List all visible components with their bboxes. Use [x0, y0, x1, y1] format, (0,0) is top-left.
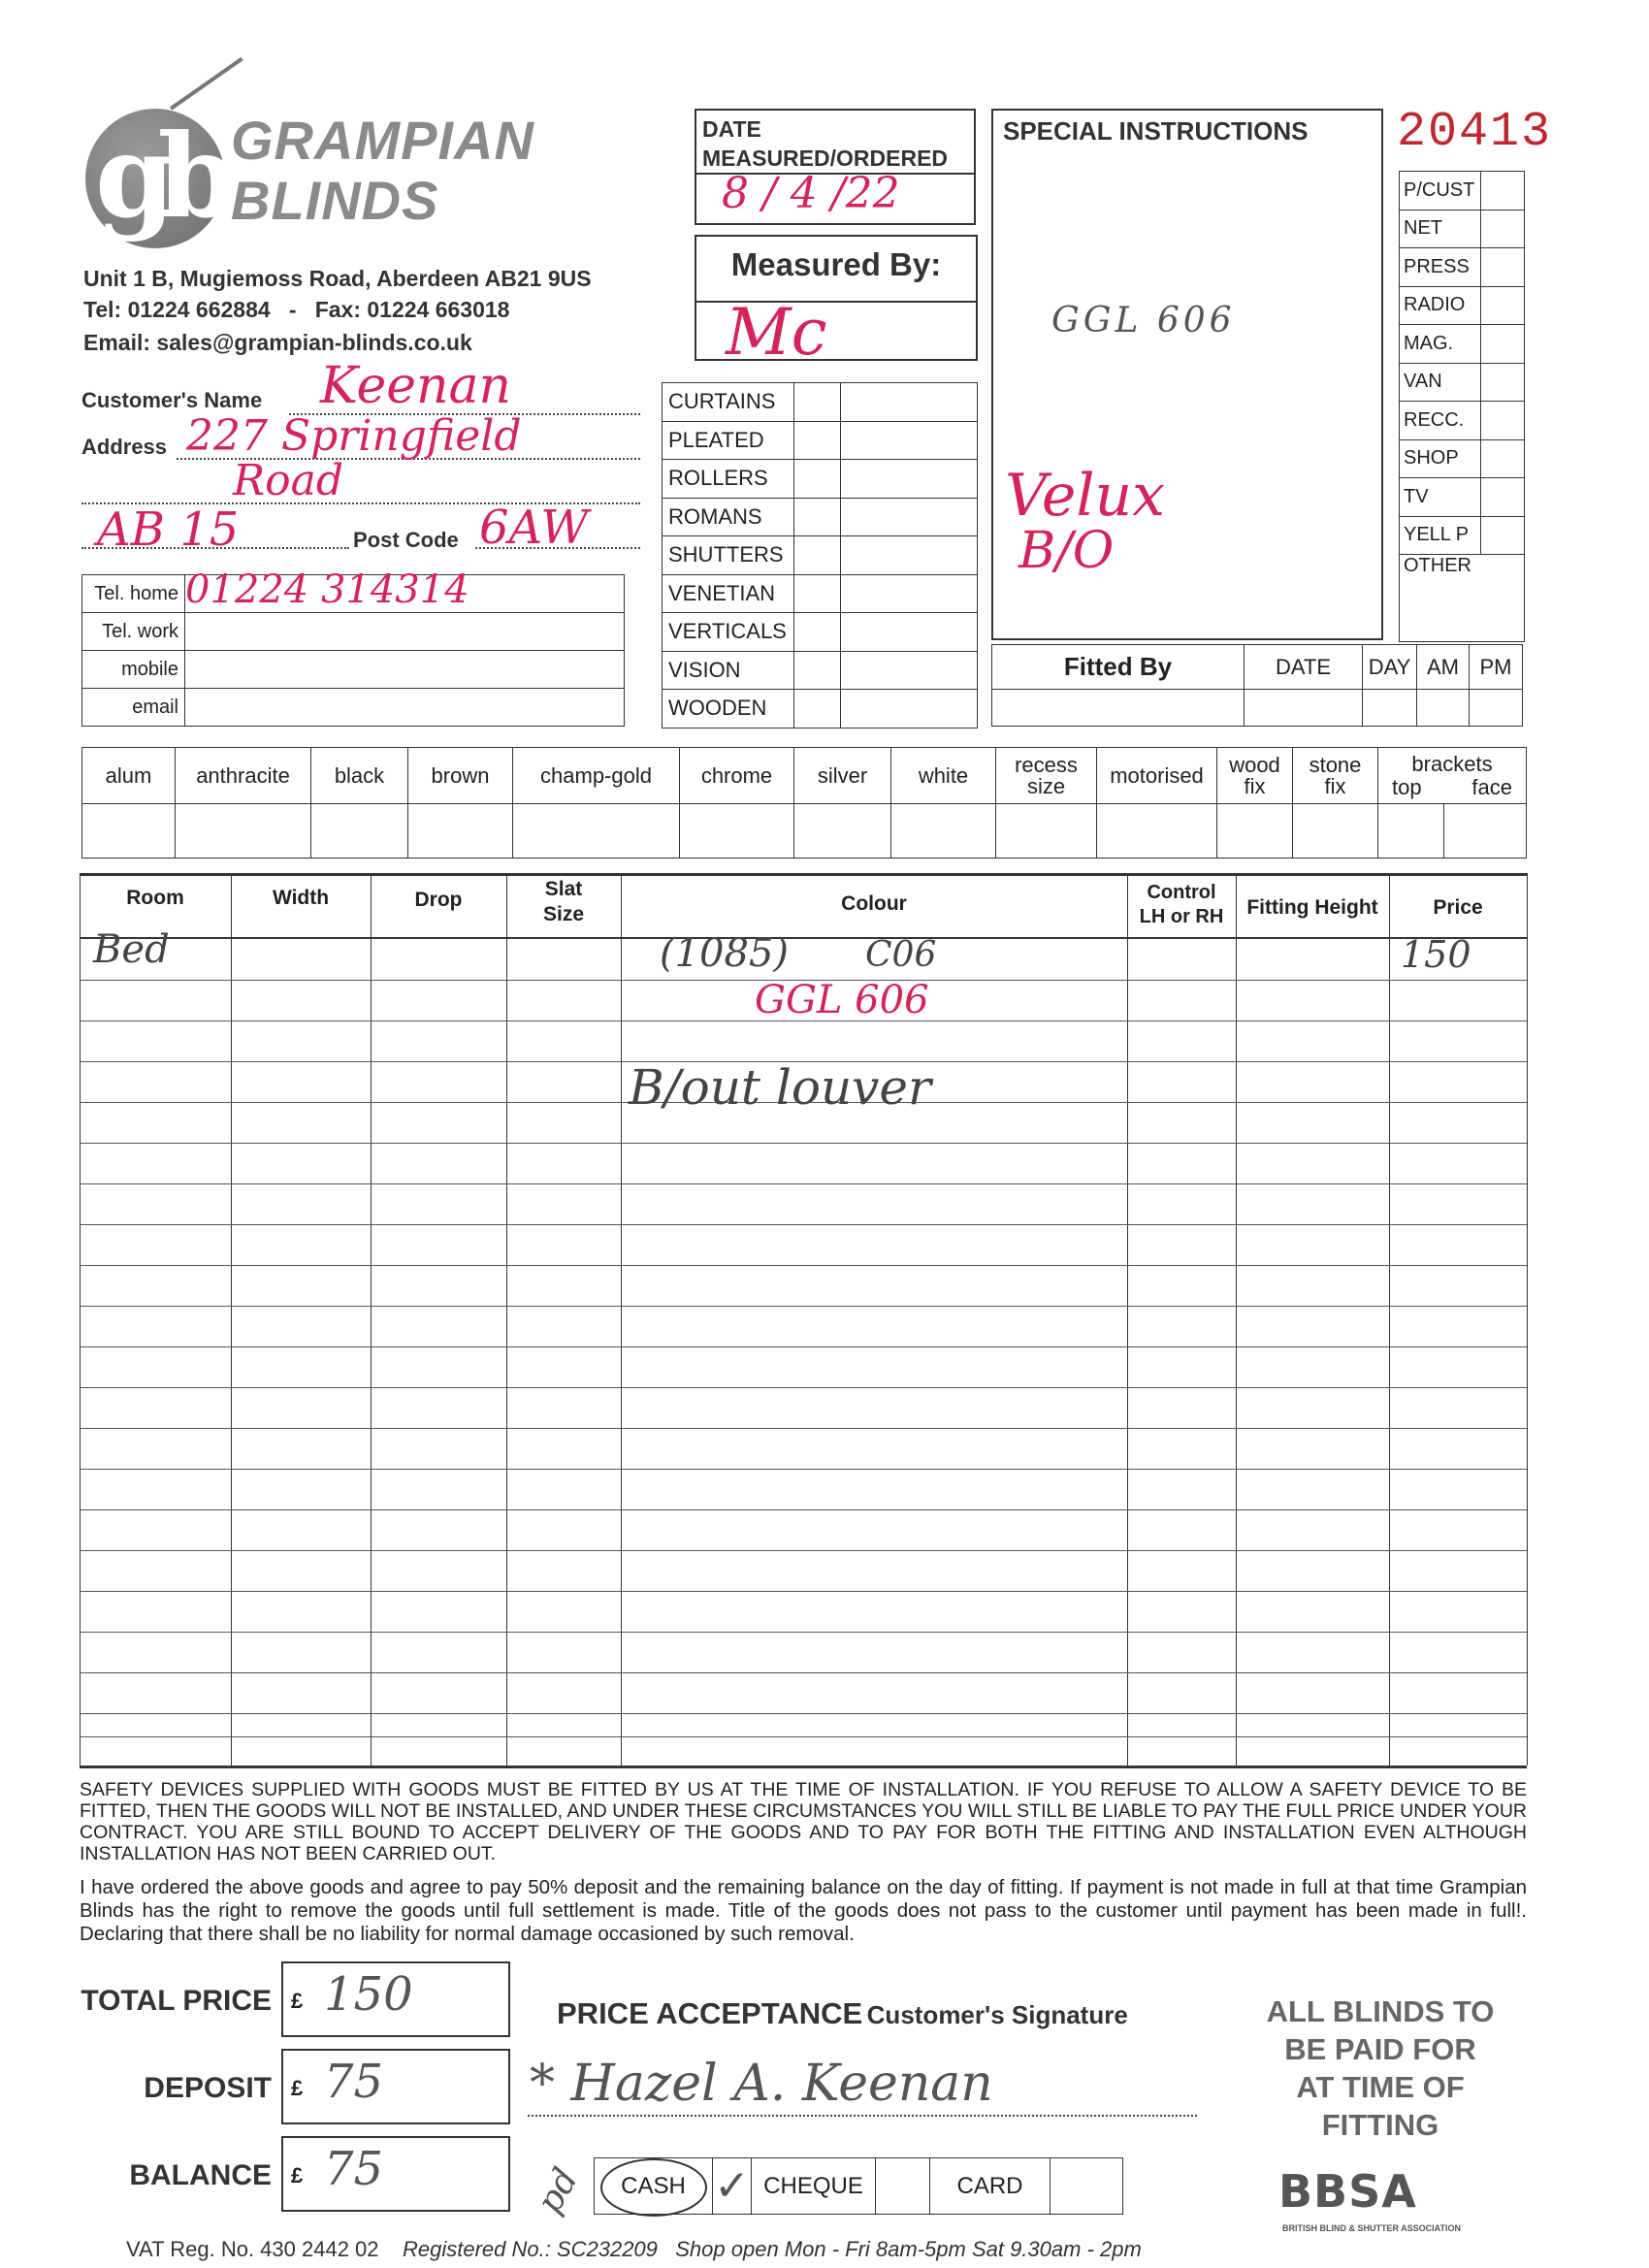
customer-name-label: Customer's Name [81, 388, 263, 412]
balance-value: 75 [324, 2142, 384, 2196]
source-row [1400, 248, 1525, 287]
source-check[interactable] [1481, 402, 1525, 440]
option-motorised: motorised [1097, 748, 1217, 804]
source-label: P/CUST [1400, 172, 1481, 211]
row-line [80, 1591, 1527, 1592]
footer-registered: Registered No.: SC232209 [402, 2237, 658, 2261]
date-box [695, 109, 976, 225]
row-line [80, 1224, 1527, 1225]
option-brackets-label: brackets [1411, 751, 1493, 776]
payment-card[interactable]: CARD [930, 2158, 1051, 2215]
option-value-cell[interactable] [1217, 804, 1293, 859]
postcode-value[interactable]: 6AW [479, 501, 589, 555]
row3-colour[interactable]: B/out louver [629, 1059, 931, 1116]
bbsa-caption: BRITISH BLIND & SHUTTER ASSOCIATION [1282, 2223, 1461, 2233]
phone-row [82, 575, 625, 613]
address-value-line3[interactable]: AB 15 [97, 502, 240, 557]
header-width: Width [272, 887, 330, 909]
blind-type-qty[interactable] [841, 498, 978, 536]
source-row [1400, 363, 1525, 402]
payment-cash[interactable] [595, 2158, 713, 2215]
option-value-cell[interactable] [408, 804, 513, 859]
fitted-pm-value[interactable] [1470, 690, 1523, 727]
option-wood-line2: fix [1244, 773, 1266, 798]
payment-method-row [595, 2158, 1123, 2215]
fitted-by-label: Fitted By [992, 645, 1245, 690]
row-line [80, 1632, 1527, 1633]
deposit-value: 75 [324, 2055, 384, 2109]
blind-type-check[interactable] [794, 613, 841, 652]
blind-type-qty[interactable] [841, 536, 978, 575]
row-line [80, 1736, 1527, 1737]
phone-row [82, 651, 625, 689]
row-line [80, 1713, 1527, 1714]
fitted-by-value[interactable] [992, 690, 1245, 727]
company-tel: Tel: 01224 662884 [83, 297, 271, 322]
source-label-other[interactable]: OTHER [1400, 555, 1525, 642]
special-instructions-line2: Velux [1005, 462, 1165, 530]
option-bracket-face: face [1471, 774, 1512, 799]
phone-row [82, 689, 625, 727]
date-value[interactable]: 8 / 4 /22 [722, 169, 900, 218]
blind-type-qty[interactable] [841, 651, 978, 690]
postcode-label: Post Code [353, 528, 459, 552]
fitted-day-value[interactable] [1363, 690, 1417, 727]
tel-fax-separator: - [288, 297, 297, 322]
row-line [80, 1509, 1527, 1510]
agreement-text: I have ordered the above goods and agree to pay 50% deposit and the remaining balance on the day of fitting. If payment is not made in full at that time Grampian Blinds has the right to remove the goods until full settlement is made. Title of the goods does not pass to the customer until payment has been made in full!. Declaring that there shall be no liability for normal damage occasioned by such removal. [80, 1876, 1527, 1945]
source-label: MAG. [1400, 325, 1481, 364]
source-row [1400, 402, 1525, 440]
header-slat-size [506, 877, 621, 927]
phone-value-cell[interactable] [185, 651, 625, 689]
option-value-cell[interactable] [311, 804, 408, 859]
blind-type-label: VERTICALS [663, 613, 794, 652]
blind-type-label: PLEATED [663, 421, 794, 460]
row-line [80, 1387, 1527, 1388]
payment-cheque-tick[interactable] [876, 2158, 930, 2215]
fitted-am-label: AM [1417, 645, 1470, 690]
footer-vat: VAT Reg. No. 430 2442 02 [126, 2237, 379, 2261]
phone-value-cell[interactable] [185, 689, 625, 727]
deposit-label: DEPOSIT [144, 2072, 272, 2104]
option-brackets-sub [1378, 776, 1526, 799]
col-divider [1527, 873, 1528, 1766]
option-value-cell[interactable] [1378, 804, 1444, 859]
phone-label: Tel. home [82, 575, 185, 613]
source-row [1400, 325, 1525, 364]
fitted-header-row [992, 645, 1523, 690]
colour-options-table [81, 747, 1527, 859]
blind-type-check[interactable] [794, 383, 841, 422]
payment-cash-tick[interactable]: ✓ [713, 2158, 752, 2215]
total-price-box[interactable] [281, 1961, 510, 2037]
price-acceptance [557, 1996, 1128, 2031]
row-line [80, 1672, 1527, 1673]
row1-colour-name[interactable]: C06 [865, 935, 937, 975]
payment-notice-line4: FITTING [1321, 2108, 1439, 2142]
price-acceptance-sub: Customer's Signature [866, 2000, 1128, 2029]
row1-room[interactable]: Bed [93, 927, 170, 972]
customer-name[interactable]: Keenan [320, 357, 511, 415]
row1-price[interactable]: 150 [1401, 933, 1471, 976]
source-row [1400, 478, 1525, 517]
phone-value-cell[interactable] [185, 613, 625, 651]
order-table-top-border [80, 873, 1527, 876]
option-recess-size [996, 748, 1097, 804]
payment-method-table [594, 2157, 1123, 2215]
blind-type-check[interactable] [794, 421, 841, 460]
source-check[interactable] [1481, 172, 1525, 211]
blind-type-qty[interactable] [841, 460, 978, 499]
company-address: Unit 1 B, Mugiemoss Road, Aberdeen AB21 9US [83, 266, 592, 291]
footer [126, 2237, 1142, 2262]
blind-type-row [663, 651, 978, 690]
option-value-cell[interactable] [1293, 804, 1378, 859]
header-control [1127, 881, 1236, 929]
option-silver: silver [794, 748, 891, 804]
source-check[interactable] [1481, 478, 1525, 517]
blind-type-check[interactable] [794, 498, 841, 536]
blind-type-label: ROMANS [663, 498, 794, 536]
source-row [1400, 210, 1525, 248]
blind-type-check[interactable] [794, 651, 841, 690]
source-check[interactable] [1481, 439, 1525, 478]
bbsa-logo: BBSA [1278, 2165, 1417, 2218]
order-number: 20413 [1397, 105, 1553, 160]
row-line [80, 1306, 1527, 1307]
safety-notice: SAFETY DEVICES SUPPLIED WITH GOODS MUST BE FITTED BY US AT THE TIME OF INSTALLATION. IF YOU REFUSE TO ALLOW A SAFETY DEVICE TO BE FITTED, THEN THE GOODS WILL NOT BE INSTALLED, AND UNDER THESE CIRCUMSTANCES YOU WILL STILL BE LIABLE TO PAY THE FULL PRICE UNDER YOUR CONTRACT. YOU ARE STILL BOUND TO ACCEPT DELIVERY OF THE GOODS AND TO PAY FOR BOTH THE FITTING AND INSTALLATION EVEN ALTHOUGH INSTALLATION HAS NOT BEEN CARRIED OUT. [80, 1779, 1527, 1864]
footer-hours: Shop open Mon - Fri 8am-5pm Sat 9.30am - 2pm [675, 2237, 1142, 2261]
logo-letters: gb [95, 109, 221, 243]
deposit-box[interactable] [281, 2049, 510, 2124]
source-row [1400, 439, 1525, 478]
source-label: NET [1400, 210, 1481, 248]
phone-value: 01224 314314 [185, 567, 469, 612]
source-check[interactable] [1481, 516, 1525, 555]
header-control-line1: Control [1147, 882, 1216, 903]
source-row [1400, 172, 1525, 211]
source-label: YELL P [1400, 516, 1481, 555]
option-wood-line1: wood [1229, 752, 1280, 777]
blind-type-row [663, 536, 978, 575]
option-alum: alum [82, 748, 176, 804]
total-price-label: TOTAL PRICE [81, 1985, 272, 2017]
source-row [1400, 286, 1525, 325]
option-value-cell[interactable] [891, 804, 996, 859]
blind-type-row [663, 690, 978, 729]
address-value-line2[interactable]: Road [233, 456, 344, 505]
row-line [80, 1265, 1527, 1266]
fitted-by-table [991, 644, 1523, 727]
source-check[interactable] [1481, 248, 1525, 287]
option-brown: brown [408, 748, 513, 804]
blind-type-row [663, 460, 978, 499]
measured-by-label: Measured By: [730, 246, 942, 282]
phone-table [81, 567, 625, 727]
phone-label: mobile [82, 651, 185, 689]
blind-type-row [663, 421, 978, 460]
balance-box[interactable] [281, 2136, 510, 2212]
option-chrome: chrome [680, 748, 794, 804]
option-recess-line1: recess [1015, 752, 1078, 777]
company-name-line1: GRAMPIAN [231, 110, 534, 171]
source-label: PRESS [1400, 248, 1481, 287]
payment-notice-line1: ALL BLINDS TO [1266, 1994, 1495, 2028]
header-room: Room [126, 887, 184, 909]
blind-type-qty[interactable] [841, 574, 978, 613]
date-label-line1: DATE [702, 116, 761, 142]
source-label: RADIO [1400, 286, 1481, 325]
signature-line [528, 2115, 1197, 2117]
customer-signature[interactable]: * Hazel A. Keenan [530, 2055, 993, 2113]
blind-type-qty[interactable] [841, 613, 978, 652]
payment-notice-line3: AT TIME OF [1296, 2070, 1465, 2104]
blind-type-row [663, 383, 978, 422]
blind-type-qty[interactable] [841, 421, 978, 460]
row2-colour[interactable]: GGL 606 [755, 978, 929, 1022]
cash-circle-mark [600, 2158, 707, 2217]
blind-type-label: VENETIAN [663, 574, 794, 613]
address-value-line1[interactable]: 227 Springfield [186, 411, 522, 461]
header-price: Price [1433, 896, 1483, 919]
source-label: RECC. [1400, 402, 1481, 440]
header-slat-line1: Slat [544, 878, 583, 900]
paid-note: pd [529, 2161, 587, 2220]
measured-by-box [695, 235, 978, 370]
blind-type-label: VISION [663, 651, 794, 690]
option-bracket-top: top [1392, 774, 1422, 799]
company-email: Email: sales@grampian-blinds.co.uk [83, 330, 472, 355]
payment-notice-line2: BE PAID FOR [1284, 2032, 1476, 2066]
option-value-cell[interactable] [794, 804, 891, 859]
blind-type-check[interactable] [794, 690, 841, 729]
blind-type-label: WOODEN [663, 690, 794, 729]
blind-type-check[interactable] [794, 460, 841, 499]
header-slat-line2: Size [542, 903, 585, 925]
option-value-cell[interactable] [176, 804, 311, 859]
blind-type-row [663, 574, 978, 613]
fitted-am-value[interactable] [1417, 690, 1470, 727]
source-label: TV [1400, 478, 1481, 517]
row-line [80, 1143, 1527, 1144]
balance-currency: £ [291, 2163, 304, 2187]
source-check[interactable] [1481, 286, 1525, 325]
company-phone-line [83, 297, 509, 323]
source-check[interactable] [1481, 363, 1525, 402]
fitted-date-value[interactable] [1245, 690, 1363, 727]
total-currency: £ [291, 1989, 304, 2013]
payment-card-tick[interactable] [1051, 2158, 1123, 2215]
option-value-cell[interactable] [82, 804, 176, 859]
phone-value-cell[interactable] [185, 567, 625, 613]
company-fax: Fax: 01224 663018 [314, 297, 510, 322]
fitted-date-label: DATE [1245, 645, 1363, 690]
blind-type-qty[interactable] [841, 383, 978, 422]
payment-cash-label: CASH [621, 2172, 686, 2199]
phone-label: email [82, 689, 185, 727]
phone-row [82, 613, 625, 651]
option-stone-line2: fix [1324, 773, 1346, 798]
source-check[interactable] [1481, 210, 1525, 248]
row1-colour-code[interactable]: (1085) [660, 931, 790, 976]
blind-type-qty[interactable] [841, 690, 978, 729]
row-line [80, 1183, 1527, 1184]
date-label-line2: MEASURED/ORDERED [702, 146, 949, 171]
balance-label: BALANCE [129, 2159, 272, 2191]
option-anthracite: anthracite [176, 748, 311, 804]
header-drop: Drop [414, 889, 463, 911]
blind-type-table [662, 382, 978, 729]
option-stone-line1: stone [1309, 752, 1362, 777]
order-table-bottom-border [80, 1766, 1527, 1768]
option-champ-gold: champ-gold [513, 748, 680, 804]
row-line [80, 1469, 1527, 1470]
option-brackets [1378, 748, 1527, 804]
blind-type-label: SHUTTERS [663, 536, 794, 575]
option-value-cell[interactable] [1444, 804, 1527, 859]
address-label: Address [81, 435, 168, 459]
fitted-pm-label: PM [1470, 645, 1523, 690]
source-row [1400, 555, 1525, 642]
header-fitting-height: Fitting Height [1246, 896, 1378, 919]
option-white: white [891, 748, 996, 804]
row-line [80, 1550, 1527, 1551]
header-control-line2: LH or RH [1139, 906, 1224, 927]
source-label: VAN [1400, 363, 1481, 402]
total-price-value: 150 [324, 1967, 413, 2022]
logo-swoosh [170, 57, 243, 111]
blind-type-label: CURTAINS [663, 383, 794, 422]
blind-type-label: ROLLERS [663, 460, 794, 499]
option-value-cell[interactable] [996, 804, 1097, 859]
phone-label: Tel. work [82, 613, 185, 651]
option-value-cell[interactable] [680, 804, 794, 859]
company-name-line2: BLINDS [231, 170, 439, 231]
row-line [80, 937, 1527, 939]
payment-cheque[interactable]: CHEQUE [752, 2158, 876, 2215]
header-colour: Colour [841, 892, 907, 915]
payment-notice [1230, 1993, 1531, 2144]
fitted-day-label: DAY [1363, 645, 1417, 690]
option-black: black [311, 748, 408, 804]
source-label: SHOP [1400, 439, 1481, 478]
blind-type-check[interactable] [794, 536, 841, 575]
blind-type-row [663, 498, 978, 536]
measured-by-value[interactable]: Mc [726, 295, 827, 370]
special-instructions-line1: GGL 606 [1051, 301, 1236, 340]
special-instructions-title: SPECIAL INSTRUCTIONS [1003, 116, 1309, 146]
source-table [1399, 171, 1525, 642]
option-recess-line2: size [1026, 773, 1066, 798]
price-acceptance-title: PRICE ACCEPTANCE [557, 1996, 863, 2030]
source-row [1400, 516, 1525, 555]
special-instructions-box[interactable] [991, 109, 1383, 640]
blind-type-check[interactable] [794, 574, 841, 613]
option-wood-fix [1217, 748, 1293, 804]
blind-type-row [663, 613, 978, 652]
option-value-cell[interactable] [1097, 804, 1217, 859]
fitted-value-row [992, 690, 1523, 727]
option-stone-fix [1293, 748, 1378, 804]
colour-options-header [82, 748, 1527, 804]
deposit-currency: £ [291, 2076, 304, 2100]
option-value-cell[interactable] [513, 804, 680, 859]
source-check[interactable] [1481, 325, 1525, 364]
row-line [80, 1428, 1527, 1429]
special-instructions-line3: B/O [1018, 522, 1115, 580]
colour-options-values [82, 804, 1527, 859]
row-line [80, 1346, 1527, 1347]
